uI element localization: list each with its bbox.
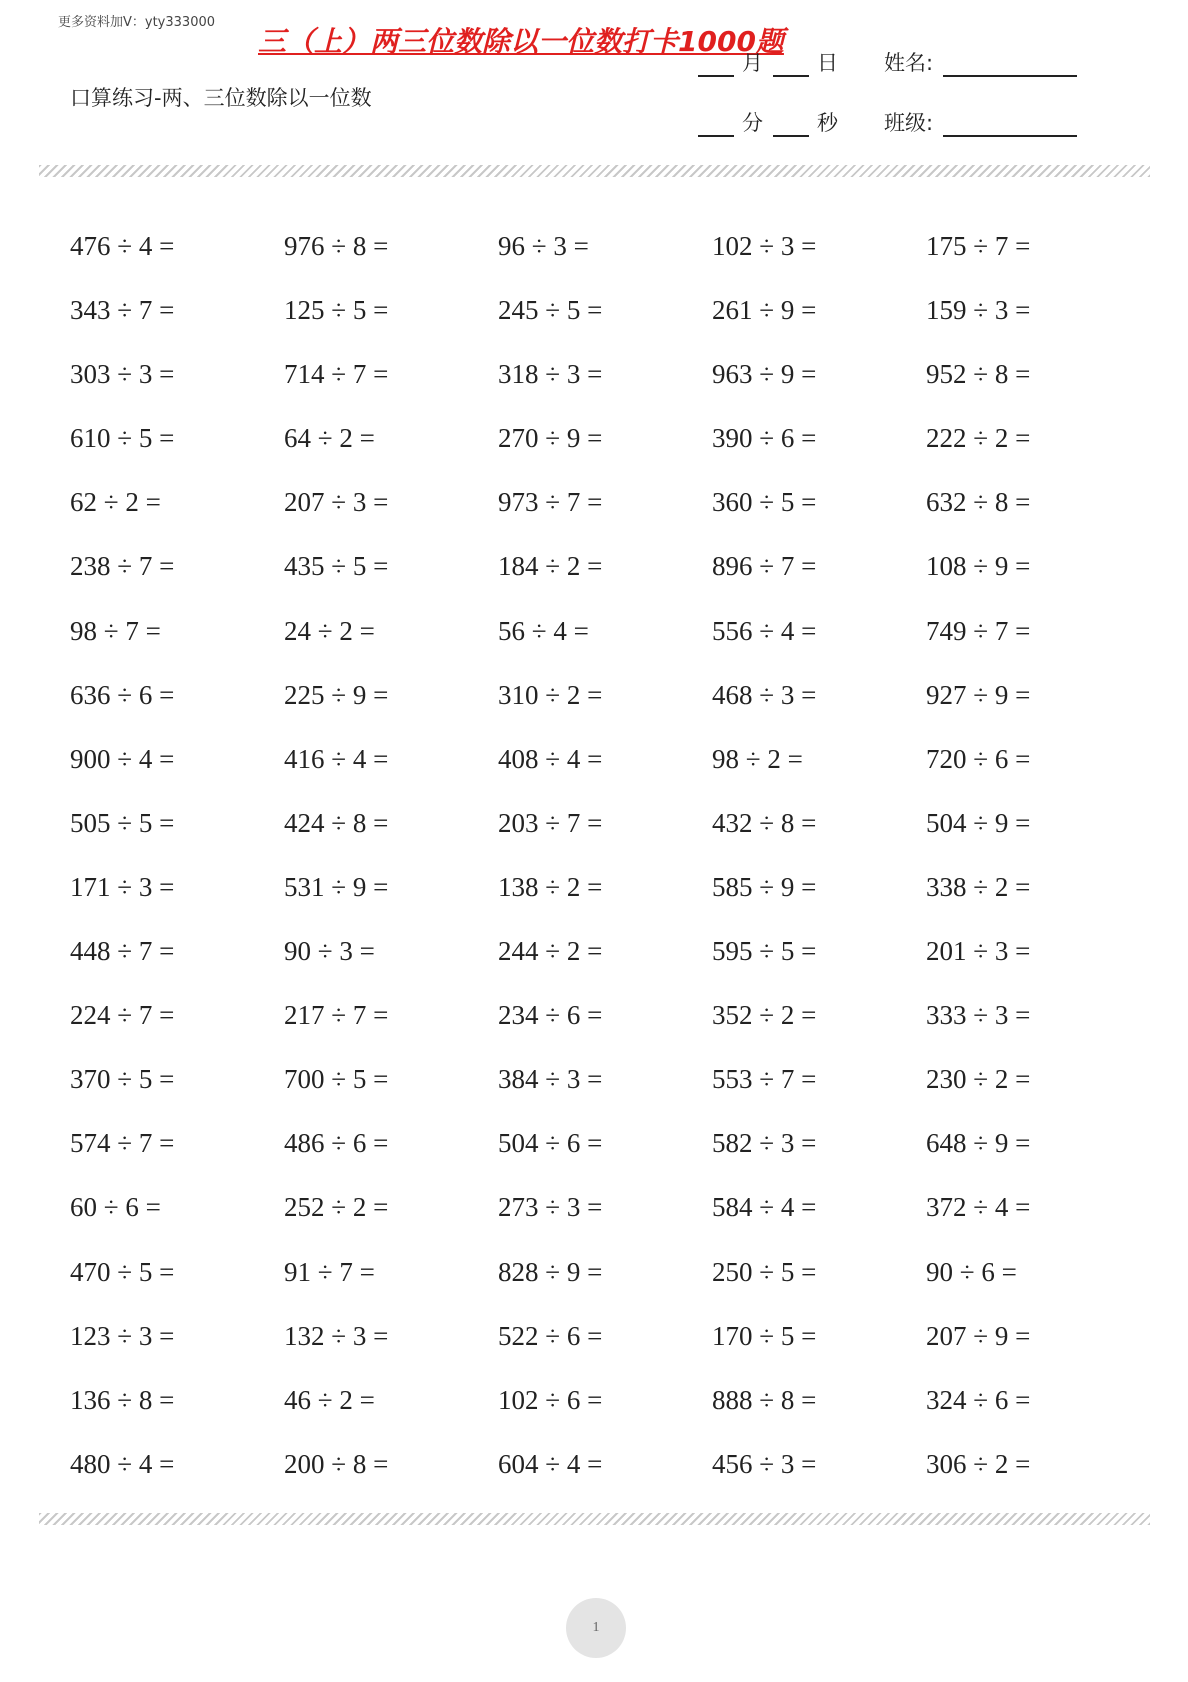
second-blank[interactable] <box>773 115 809 137</box>
division-problem: 252 ÷ 2 = <box>284 1192 389 1223</box>
division-problem: 486 ÷ 6 = <box>284 1128 389 1159</box>
name-blank[interactable] <box>943 55 1077 77</box>
division-problem: 522 ÷ 6 = <box>498 1320 603 1351</box>
division-problem: 338 ÷ 2 = <box>926 871 1031 902</box>
division-problem: 973 ÷ 7 = <box>498 487 603 518</box>
division-problem: 175 ÷ 7 = <box>926 231 1031 261</box>
division-problem: 648 ÷ 9 = <box>926 1128 1031 1159</box>
division-problem: 306 ÷ 2 = <box>926 1448 1031 1479</box>
division-problem: 749 ÷ 7 = <box>926 615 1031 646</box>
minute-label: 分 <box>742 111 763 135</box>
division-problem: 927 ÷ 9 = <box>926 679 1031 710</box>
division-problem: 435 ÷ 5 = <box>284 551 389 582</box>
division-problem: 432 ÷ 8 = <box>712 807 817 838</box>
watermark-text: 更多资料加V：yty333000 <box>58 15 216 30</box>
division-problem: 505 ÷ 5 = <box>70 807 175 838</box>
division-problem: 720 ÷ 6 = <box>926 743 1031 774</box>
minute-blank[interactable] <box>698 115 734 137</box>
division-problem: 318 ÷ 3 = <box>498 359 603 390</box>
division-problem: 303 ÷ 3 = <box>70 359 175 390</box>
top-divider <box>39 165 1150 177</box>
division-problem: 456 ÷ 3 = <box>712 1448 817 1479</box>
division-problem: 244 ÷ 2 = <box>498 936 603 967</box>
division-problem: 91 ÷ 7 = <box>284 1256 375 1287</box>
division-problem: 504 ÷ 6 = <box>498 1128 603 1159</box>
division-problem: 245 ÷ 5 = <box>498 295 603 326</box>
division-problem: 531 ÷ 9 = <box>284 871 389 902</box>
division-problem: 136 ÷ 8 = <box>70 1384 175 1415</box>
division-problem: 225 ÷ 9 = <box>284 679 389 710</box>
division-problem: 333 ÷ 3 = <box>926 1000 1031 1031</box>
division-problem: 584 ÷ 4 = <box>712 1192 817 1223</box>
month-label: 月 <box>742 51 763 75</box>
problem-grid <box>70 214 1140 1496</box>
division-problem: 352 ÷ 2 = <box>712 1000 817 1031</box>
bottom-divider <box>39 1513 1150 1525</box>
division-problem: 238 ÷ 7 = <box>70 551 175 582</box>
division-problem: 585 ÷ 9 = <box>712 871 817 902</box>
division-problem: 310 ÷ 2 = <box>498 679 603 710</box>
division-problem: 270 ÷ 9 = <box>498 423 603 454</box>
class-label: 班级: <box>884 111 934 135</box>
division-problem: 574 ÷ 7 = <box>70 1128 175 1159</box>
division-problem: 370 ÷ 5 = <box>70 1064 175 1095</box>
division-problem: 384 ÷ 3 = <box>498 1064 603 1095</box>
division-problem: 416 ÷ 4 = <box>284 743 389 774</box>
division-problem: 171 ÷ 3 = <box>70 871 175 902</box>
division-problem: 480 ÷ 4 = <box>70 1448 175 1479</box>
division-problem: 108 ÷ 9 = <box>926 551 1031 582</box>
page-number: 1 <box>566 1598 626 1658</box>
division-problem: 138 ÷ 2 = <box>498 871 603 902</box>
division-problem: 250 ÷ 5 = <box>712 1256 817 1287</box>
division-problem: 360 ÷ 5 = <box>712 487 817 518</box>
division-problem: 828 ÷ 9 = <box>498 1256 603 1287</box>
division-problem: 448 ÷ 7 = <box>70 936 175 967</box>
division-problem: 62 ÷ 2 = <box>70 487 161 518</box>
name-label: 姓名: <box>884 51 934 75</box>
division-problem: 222 ÷ 2 = <box>926 423 1031 454</box>
division-problem: 343 ÷ 7 = <box>70 295 175 326</box>
division-problem: 64 ÷ 2 = <box>284 423 375 454</box>
division-problem: 102 ÷ 3 = <box>712 231 817 261</box>
division-problem: 888 ÷ 8 = <box>712 1384 817 1415</box>
division-problem: 468 ÷ 3 = <box>712 679 817 710</box>
time-field <box>698 107 838 137</box>
division-problem: 963 ÷ 9 = <box>712 359 817 390</box>
day-label: 日 <box>817 51 838 75</box>
class-blank[interactable] <box>943 115 1077 137</box>
division-problem: 632 ÷ 8 = <box>926 487 1031 518</box>
division-problem: 132 ÷ 3 = <box>284 1320 389 1351</box>
division-problem: 90 ÷ 6 = <box>926 1256 1017 1287</box>
division-problem: 98 ÷ 7 = <box>70 615 161 646</box>
division-problem: 90 ÷ 3 = <box>284 936 375 967</box>
division-problem: 636 ÷ 6 = <box>70 679 175 710</box>
worksheet-title: 三（上）两三位数除以一位数打卡1000题 <box>258 25 784 58</box>
division-problem: 96 ÷ 3 = <box>498 231 589 261</box>
division-problem: 556 ÷ 4 = <box>712 615 817 646</box>
division-problem: 582 ÷ 3 = <box>712 1128 817 1159</box>
division-problem: 476 ÷ 4 = <box>70 231 175 261</box>
division-problem: 207 ÷ 9 = <box>926 1320 1031 1351</box>
division-problem: 408 ÷ 4 = <box>498 743 603 774</box>
division-problem: 470 ÷ 5 = <box>70 1256 175 1287</box>
division-problem: 952 ÷ 8 = <box>926 359 1031 390</box>
division-problem: 184 ÷ 2 = <box>498 551 603 582</box>
division-problem: 714 ÷ 7 = <box>284 359 389 390</box>
division-problem: 102 ÷ 6 = <box>498 1384 603 1415</box>
division-problem: 372 ÷ 4 = <box>926 1192 1031 1223</box>
division-problem: 234 ÷ 6 = <box>498 1000 603 1031</box>
division-problem: 896 ÷ 7 = <box>712 551 817 582</box>
division-problem: 424 ÷ 8 = <box>284 807 389 838</box>
division-problem: 900 ÷ 4 = <box>70 743 175 774</box>
division-problem: 976 ÷ 8 = <box>284 231 389 261</box>
division-problem: 595 ÷ 5 = <box>712 936 817 967</box>
date-field <box>698 47 838 77</box>
division-problem: 200 ÷ 8 = <box>284 1448 389 1479</box>
division-problem: 46 ÷ 2 = <box>284 1384 375 1415</box>
division-problem: 125 ÷ 5 = <box>284 295 389 326</box>
day-blank[interactable] <box>773 55 809 77</box>
month-blank[interactable] <box>698 55 734 77</box>
division-problem: 207 ÷ 3 = <box>284 487 389 518</box>
worksheet-subtitle: 口算练习-两、三位数除以一位数 <box>70 86 372 110</box>
division-problem: 610 ÷ 5 = <box>70 423 175 454</box>
division-problem: 203 ÷ 7 = <box>498 807 603 838</box>
division-problem: 390 ÷ 6 = <box>712 423 817 454</box>
division-problem: 98 ÷ 2 = <box>712 743 803 774</box>
division-problem: 60 ÷ 6 = <box>70 1192 161 1223</box>
division-problem: 201 ÷ 3 = <box>926 936 1031 967</box>
division-problem: 504 ÷ 9 = <box>926 807 1031 838</box>
division-problem: 159 ÷ 3 = <box>926 295 1031 326</box>
second-label: 秒 <box>817 111 838 135</box>
division-problem: 230 ÷ 2 = <box>926 1064 1031 1095</box>
division-problem: 224 ÷ 7 = <box>70 1000 175 1031</box>
division-problem: 261 ÷ 9 = <box>712 295 817 326</box>
division-problem: 700 ÷ 5 = <box>284 1064 389 1095</box>
division-problem: 324 ÷ 6 = <box>926 1384 1031 1415</box>
division-problem: 56 ÷ 4 = <box>498 615 589 646</box>
division-problem: 170 ÷ 5 = <box>712 1320 817 1351</box>
division-problem: 604 ÷ 4 = <box>498 1448 603 1479</box>
division-problem: 273 ÷ 3 = <box>498 1192 603 1223</box>
division-problem: 553 ÷ 7 = <box>712 1064 817 1095</box>
class-field <box>884 107 1077 137</box>
name-field <box>884 47 1077 77</box>
division-problem: 24 ÷ 2 = <box>284 615 375 646</box>
division-problem: 217 ÷ 7 = <box>284 1000 389 1031</box>
division-problem: 123 ÷ 3 = <box>70 1320 175 1351</box>
